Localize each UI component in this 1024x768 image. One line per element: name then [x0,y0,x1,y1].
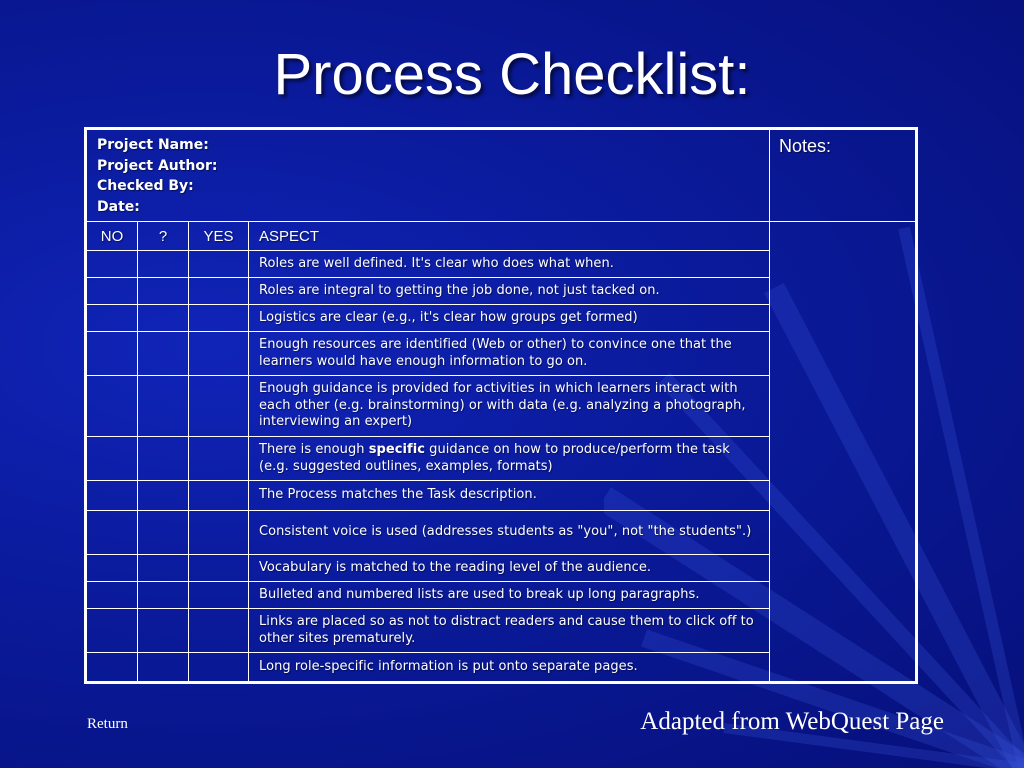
aspect-text-pre: There is enough [259,442,369,457]
check-cell-no[interactable] [86,582,138,609]
check-cell-unsure[interactable] [138,437,189,481]
check-cell-yes[interactable] [189,376,249,437]
aspect-text: Bulleted and numbered lists are used to break up long paragraphs. [249,582,770,609]
slide-title: Process Checklist: [273,42,751,107]
check-cell-no[interactable] [86,481,138,511]
check-cell-yes[interactable] [189,609,249,653]
check-cell-yes[interactable] [189,305,249,332]
check-cell-no[interactable] [86,511,138,555]
check-cell-unsure[interactable] [138,481,189,511]
aspect-text: Roles are well defined. It's clear who does what when. [249,251,770,278]
column-header-no: NO [86,222,138,251]
notes-header-cell: Notes: [770,129,917,222]
check-cell-yes[interactable] [189,332,249,376]
check-cell-unsure[interactable] [138,582,189,609]
check-cell-unsure[interactable] [138,555,189,582]
process-checklist-table [84,127,918,684]
aspect-text: Logistics are clear (e.g., it's clear how groups get formed) [249,305,770,332]
check-cell-yes[interactable] [189,582,249,609]
aspect-text: The Process matches the Task description. [249,481,770,511]
column-header-aspect: ASPECT [249,222,770,251]
check-cell-unsure[interactable] [138,332,189,376]
aspect-text: Links are placed so as not to distract readers and cause them to click off to other sites prematurely. [249,609,770,653]
check-cell-unsure[interactable] [138,653,189,683]
check-cell-no[interactable] [86,653,138,683]
check-cell-no[interactable] [86,305,138,332]
check-cell-yes[interactable] [189,653,249,683]
project-name-label: Project Name: [97,137,209,153]
check-cell-unsure[interactable] [138,609,189,653]
check-cell-no[interactable] [86,278,138,305]
check-cell-yes[interactable] [189,511,249,555]
aspect-text: Enough resources are identified (Web or other) to convince one that the learners would have enough information to go on. [249,332,770,376]
column-header-yes: YES [189,222,249,251]
check-cell-no[interactable] [86,609,138,653]
check-cell-unsure[interactable] [138,278,189,305]
column-header-unsure: ? [138,222,189,251]
check-cell-unsure[interactable] [138,251,189,278]
aspect-text-emphasis: specific [368,442,425,457]
notes-area[interactable] [770,222,917,683]
check-cell-yes[interactable] [189,481,249,511]
check-cell-yes[interactable] [189,437,249,481]
check-cell-unsure[interactable] [138,511,189,555]
return-link[interactable]: Return [87,716,128,732]
check-cell-no[interactable] [86,555,138,582]
project-author-label: Project Author: [97,157,218,174]
checked-by-label: Checked By: [97,178,194,194]
aspect-text: Consistent voice is used (addresses students as "you", not "the students".) [249,511,770,555]
check-cell-no[interactable] [86,376,138,437]
aspect-text: Roles are integral to getting the job done, not just tacked on. [249,278,770,305]
check-cell-unsure[interactable] [138,376,189,437]
check-cell-yes[interactable] [189,278,249,305]
check-cell-unsure[interactable] [138,305,189,332]
column-header-row [86,222,917,251]
check-cell-no[interactable] [86,437,138,481]
check-cell-no[interactable] [86,332,138,376]
aspect-text: Long role-specific information is put onto separate pages. [249,653,770,683]
aspect-text [249,437,770,481]
check-cell-yes[interactable] [189,251,249,278]
check-cell-no[interactable] [86,251,138,278]
project-info-row [86,129,917,222]
check-cell-yes[interactable] [189,555,249,582]
project-info-cell [86,129,770,222]
aspect-text-post: guidance on how to produce/perform the task (e.g. suggested outlines, examples, formats) [259,442,730,474]
date-label: Date: [97,198,140,215]
aspect-text: Vocabulary is matched to the reading level of the audience. [249,555,770,582]
source-credit: Adapted from WebQuest Page [640,708,944,735]
aspect-text: Enough guidance is provided for activities in which learners interact with each other (e.g. brainstorming) or with data (e.g. analyzing a photograph, interviewing an expert) [249,376,770,437]
